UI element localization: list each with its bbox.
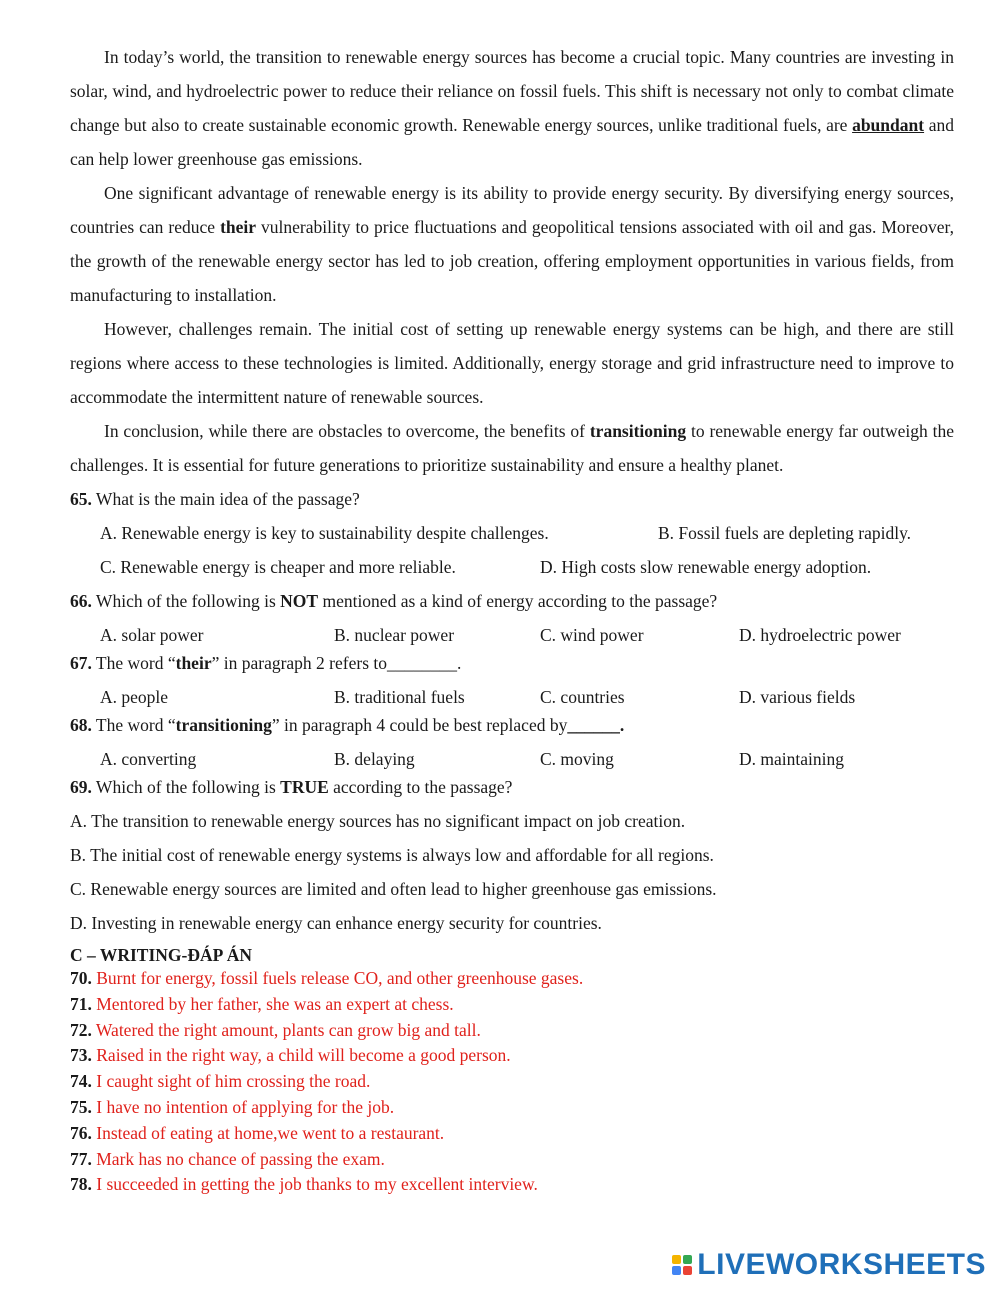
question-text-a: The word “ <box>91 653 176 673</box>
q69-option-b[interactable]: B. The initial cost of renewable energy systems is always low and affordable for all regions. <box>70 845 714 865</box>
q68-options <box>70 748 954 770</box>
answer-text: Mark has no chance of passing the exam. <box>91 1148 385 1169</box>
question-text-b: according to the passage? <box>328 777 513 797</box>
q65-option-d[interactable]: D. High costs slow renewable energy adoption. <box>540 557 872 577</box>
answer-number: 75. <box>70 1096 92 1117</box>
logo-text: LIVEWORKSHEETS <box>697 1248 986 1281</box>
question-number: 65. <box>70 489 92 509</box>
question-65 <box>70 482 954 516</box>
question-number: 69. <box>70 777 92 797</box>
writing-section-heading: C – WRITING-ĐÁP ÁN <box>70 945 252 965</box>
p1-text-b: and can help lower greenhouse gas emissions. <box>70 115 954 169</box>
writing-answers-list <box>70 966 954 1198</box>
p2-text-b: vulnerability to price fluctuations and geopolitical tensions associated with oil and gas. Moreover, the growth of the renewable energy sector has led to job creation, offering employment opportunities in various fields, from manufacturing to installation. <box>70 217 954 305</box>
question-text-a: Which of the following is <box>91 591 281 611</box>
answer-text: Burnt for energy, fossil fuels release CO, and other greenhouse gases. <box>91 968 584 988</box>
q65-option-a[interactable]: A. Renewable energy is key to sustainability despite challenges. <box>100 523 549 543</box>
q65-option-c[interactable]: C. Renewable energy is cheaper and more reliable. <box>100 557 456 577</box>
q67-option-d[interactable]: D. various fields <box>739 687 856 707</box>
logo-square-2 <box>683 1255 692 1264</box>
writing-answer-item <box>70 1172 954 1198</box>
q69-option-d[interactable]: D. Investing in renewable energy can enhance energy security for countries. <box>70 913 602 933</box>
question-number: 66. <box>70 591 92 611</box>
question-number: 68. <box>70 715 92 735</box>
q67-option-a[interactable]: A. people <box>100 687 169 707</box>
passage-paragraph-1 <box>70 40 954 176</box>
answer-number: 76. <box>70 1122 92 1143</box>
passage-paragraph-3: However, challenges remain. The initial cost of setting up renewable energy systems can be high, and there are still regions where access to these technologies is limited. Additionally, energy storage and grid infrastructure need to improve to accommodate the intermittent nature of renewable sources. <box>70 319 954 407</box>
q65-options-row-1 <box>70 516 954 550</box>
q67-option-c[interactable]: C. countries <box>540 687 625 707</box>
answer-number: 72. <box>70 1019 92 1040</box>
question-text-a: Which of the following is <box>91 777 281 797</box>
question-text-b: ” in paragraph 2 refers to______ <box>211 653 440 673</box>
logo-square-4 <box>683 1266 692 1275</box>
writing-answer-item <box>70 1121 954 1147</box>
passage-paragraph-4 <box>70 414 954 482</box>
liveworksheets-logo <box>672 1250 986 1280</box>
writing-answer-item <box>70 1043 954 1069</box>
q69-option-a[interactable]: A. The transition to renewable energy sources has no significant impact on job creation. <box>70 811 686 831</box>
p2-emphasis: their <box>220 217 257 237</box>
question-text-b: mentioned as a kind of energy according to the passage? <box>318 591 718 611</box>
p4-text-a: In conclusion, while there are obstacles to overcome, the benefits of <box>104 421 590 441</box>
question-emphasis: transitioning <box>175 715 272 735</box>
q65-option-b[interactable]: B. Fossil fuels are depleting rapidly. <box>658 523 912 543</box>
q66-option-d[interactable]: D. hydroelectric power <box>739 625 901 645</box>
q67-options <box>70 686 954 708</box>
question-67 <box>70 652 954 674</box>
answer-number: 71. <box>70 993 92 1014</box>
question-emphasis: TRUE <box>280 777 329 797</box>
answer-text: Raised in the right way, a child will become a good person. <box>91 1045 511 1066</box>
q66-options <box>70 624 954 646</box>
p4-text-b: to renewable energy far outweigh the challenges. It is essential for future generations to prioritize sustainability and ensure a healthy planet. <box>70 421 954 475</box>
q66-option-c[interactable]: C. wind power <box>540 625 644 645</box>
q66-option-b[interactable]: B. nuclear power <box>334 625 455 645</box>
writing-answer-item <box>70 1095 954 1121</box>
answer-number: 77. <box>70 1148 92 1169</box>
writing-answer-item <box>70 1147 954 1173</box>
q66-option-a[interactable]: A. solar power <box>100 625 204 645</box>
question-text: What is the main idea of the passage? <box>91 489 360 509</box>
writing-answer-item <box>70 966 954 992</box>
q68-option-d[interactable]: D. maintaining <box>739 749 844 769</box>
question-text-b: ” in paragraph 4 could be best replaced by <box>271 715 568 735</box>
answer-number: 73. <box>70 1045 92 1066</box>
writing-answer-item <box>70 1069 954 1095</box>
question-emphasis: their <box>175 653 212 673</box>
q69-option-c[interactable]: C. Renewable energy sources are limited and often lead to higher greenhouse gas emissions. <box>70 879 717 899</box>
question-66 <box>70 584 954 618</box>
question-text-a: The word “ <box>91 715 176 735</box>
logo-square-3 <box>672 1266 681 1275</box>
question-number: 67. <box>70 653 92 673</box>
q68-option-a[interactable]: A. converting <box>100 749 197 769</box>
answer-blank: ______. <box>567 715 625 735</box>
answer-number: 70. <box>70 968 92 988</box>
p1-text-a: In today’s world, the transition to renewable energy sources has become a crucial topic. Many countries are investing in solar, wind, and hydroelectric power to reduce their reliance on fossil fuels. This shift is necessary not only to combat climate change but also to create sustainable economic growth. Renewable energy sources, unlike traditional fuels, are <box>70 47 954 135</box>
writing-answer-item <box>70 1018 954 1044</box>
answer-number: 74. <box>70 1071 92 1092</box>
q67-option-b[interactable]: B. traditional fuels <box>334 687 465 707</box>
p1-emphasis: abundant <box>852 115 925 135</box>
passage-paragraph-2 <box>70 176 954 312</box>
logo-icon <box>672 1255 692 1275</box>
answer-text: I succeeded in getting the job thanks to my excellent interview. <box>91 1174 538 1195</box>
question-emphasis: NOT <box>280 591 319 611</box>
question-69 <box>70 776 954 798</box>
writing-answer-item <box>70 992 954 1018</box>
question-68 <box>70 714 954 736</box>
answer-text: Watered the right amount, plants can grow big and tall. <box>91 1019 481 1040</box>
answer-text: I caught sight of him crossing the road. <box>91 1071 371 1092</box>
answer-text: Mentored by her father, she was an expert at chess. <box>91 993 454 1014</box>
answer-number: 78. <box>70 1174 92 1195</box>
worksheet-page <box>70 40 954 1198</box>
q65-options-row-2 <box>70 550 954 584</box>
answer-text: Instead of eating at home,we went to a restaurant. <box>91 1122 445 1143</box>
logo-square-1 <box>672 1255 681 1264</box>
answer-text: I have no intention of applying for the job. <box>91 1096 395 1117</box>
question-text-c: __. <box>439 653 462 673</box>
p2-text-a: One significant advantage of renewable energy is its ability to provide energy security. By diversifying energy sources, countries can reduce <box>70 183 954 237</box>
q68-option-c[interactable]: C. moving <box>540 749 614 769</box>
q68-option-b[interactable]: B. delaying <box>334 749 415 769</box>
p4-emphasis: transitioning <box>589 421 687 441</box>
